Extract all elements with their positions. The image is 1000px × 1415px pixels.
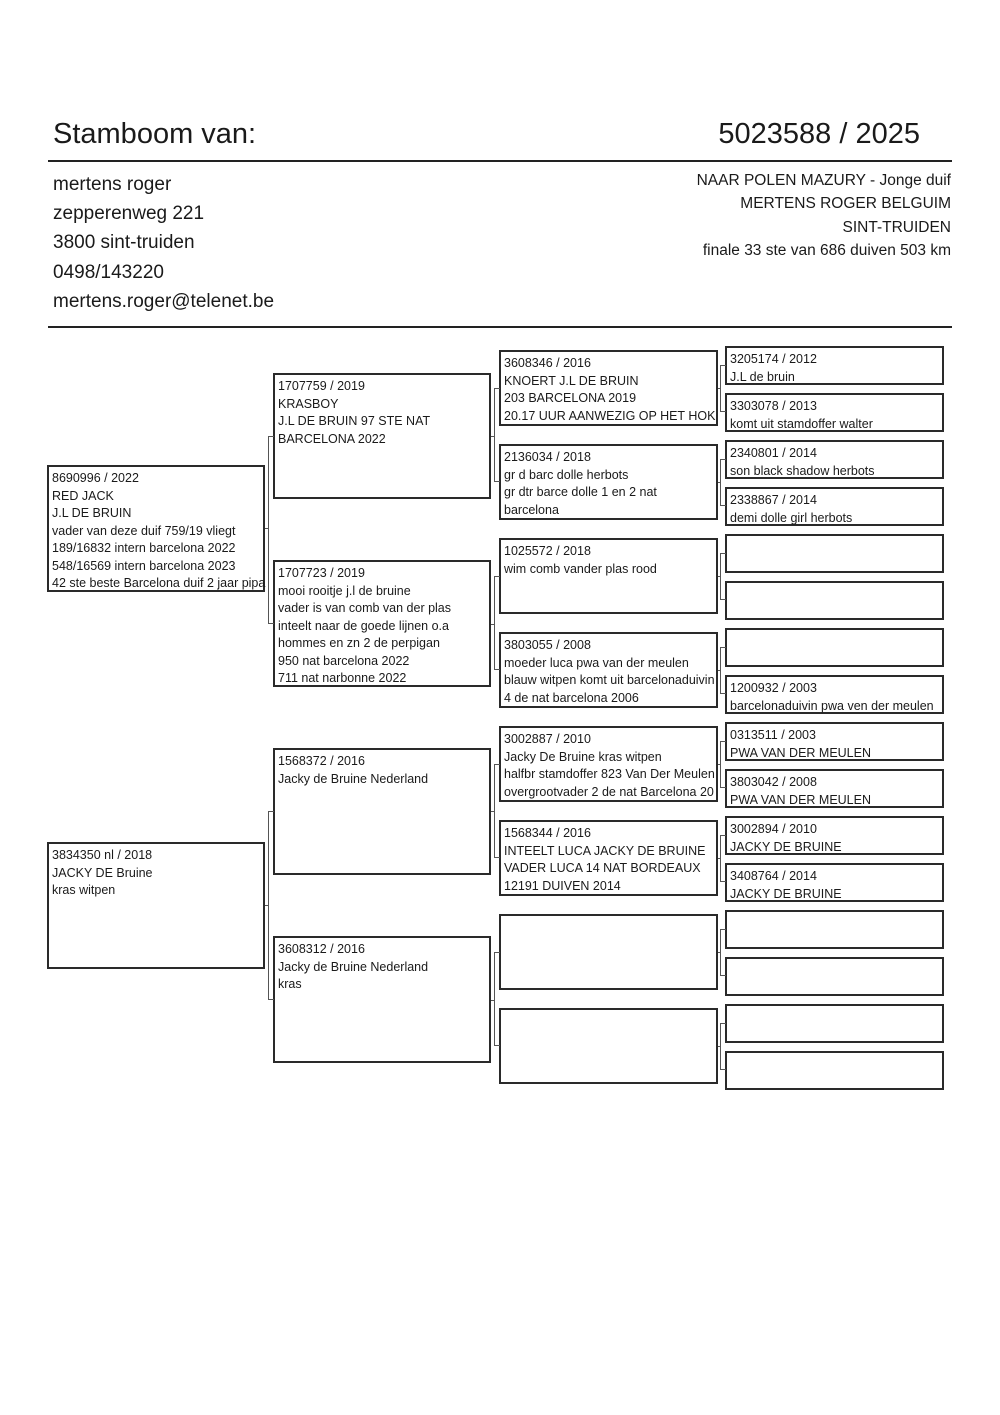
pedigree-line: 3002887 / 2010: [504, 732, 591, 746]
pedigree-line: son black shadow herbots: [730, 463, 875, 478]
pedigree-line: gr d barc dolle herbots: [504, 467, 629, 482]
gen4-box-3: [725, 440, 944, 479]
pedigree-line: Jacky de Bruine Nederland: [278, 959, 429, 974]
gen3-box-7: [499, 914, 718, 990]
gen2-box-4: [273, 936, 491, 1063]
pedigree-line: 0313511 / 2003: [730, 728, 816, 742]
tree-connector: [720, 929, 726, 976]
gen2-box-2: [273, 560, 491, 687]
pedigree-line: 2136034 / 2018: [504, 450, 591, 464]
pedigree-line: wim comb vander plas rood: [504, 561, 657, 576]
owner-name: mertens roger: [53, 174, 172, 195]
pedigree-line: kras: [278, 977, 302, 991]
tree-connector: [268, 436, 274, 624]
pedigree-line: 3205174 / 2012: [730, 352, 817, 366]
pedigree-line: 42 ste beste Barcelona duif 2 jaar pipa: [52, 576, 266, 590]
owner-email: mertens.roger@telenet.be: [53, 290, 275, 312]
pedigree-line: 548/16569 intern barcelona 2023: [52, 558, 236, 573]
pedigree-line: RED JACK: [52, 488, 114, 503]
tree-connector: [720, 365, 726, 412]
info-line-2: MERTENS ROGER BELGUIM: [740, 195, 951, 213]
gen3-box-4: [499, 632, 718, 708]
pedigree-line: halfbr stamdoffer 823 Van Der Meulen: [504, 767, 715, 781]
pedigree-line: 3803042 / 2008: [730, 775, 817, 789]
gen4-box-16: [725, 1051, 944, 1090]
gen3-box-1: [499, 350, 718, 426]
pedigree-line: 2338867 / 2014: [730, 493, 817, 507]
info-line-3: SINT-TRUIDEN: [842, 218, 951, 236]
pedigree-line: vader van deze duif 759/19 vliegt: [52, 523, 236, 538]
pedigree-line: 711 nat narbonne 2022: [278, 671, 407, 685]
info-line-4: finale 33 ste van 686 duiven 503 km: [702, 241, 951, 259]
sire-box: [47, 465, 265, 592]
owner-city: 3800 sint-truiden: [53, 232, 195, 254]
gen4-box-10: [725, 769, 944, 808]
pedigree-line: 189/16832 intern barcelona 2022: [52, 541, 236, 555]
pedigree-line: 950 nat barcelona 2022: [278, 653, 410, 668]
gen4-box-6: [725, 581, 944, 620]
gen3-box-5: [499, 726, 718, 802]
page-title: Stamboom van:: [53, 118, 257, 150]
gen3-box-6: [499, 820, 718, 896]
owner-address: [53, 170, 274, 316]
owner-street: zepperenweg 221: [53, 203, 205, 225]
pedigree-line: 3608312 / 2016: [278, 942, 365, 956]
dam-box: [47, 842, 265, 969]
pedigree-line: KNOERT J.L DE BRUIN: [504, 373, 639, 388]
tree-connector: [720, 741, 726, 788]
pedigree-line: 1707723 / 2019: [278, 566, 365, 580]
gen4-box-9: [725, 722, 944, 761]
gen4-box-7: [725, 628, 944, 667]
gen4-box-8: [725, 675, 944, 714]
pedigree-line: 3002894 / 2010: [730, 822, 817, 836]
pedigree-line: PWA VAN DER MEULEN: [730, 792, 871, 807]
pedigree-line: VADER LUCA 14 NAT BORDEAUX: [504, 861, 701, 875]
gen2-box-3: [273, 748, 491, 875]
pedigree-line: komt uit stamdoffer walter: [730, 416, 873, 431]
tree-connector: [268, 811, 274, 1000]
pedigree-line: 1707759 / 2019: [278, 379, 365, 393]
pedigree-line: JACKY DE BRUINE: [730, 839, 842, 854]
pedigree-line: moeder luca pwa van der meulen: [504, 655, 689, 670]
tree-connector: [494, 764, 500, 858]
pedigree-line: INTEELT LUCA JACKY DE BRUINE: [504, 843, 706, 858]
pedigree-line: JACKY DE BRUINE: [730, 886, 842, 901]
tree-connector: [720, 835, 726, 882]
pedigree-line: 2340801 / 2014: [730, 446, 817, 460]
pedigree-line: 1568372 / 2016: [278, 754, 365, 768]
gen4-box-13: [725, 910, 944, 949]
tree-connector: [720, 553, 726, 600]
info-line-1: NAAR POLEN MAZURY - Jonge duif: [696, 172, 951, 189]
gen4-box-11: [725, 816, 944, 855]
pedigree-line: 4 de nat barcelona 2006: [504, 690, 639, 705]
info-divider: [48, 326, 952, 328]
pedigree-line: PWA VAN DER MEULEN: [730, 745, 871, 760]
pedigree-line: BARCELONA 2022: [278, 431, 386, 446]
tree-connector: [494, 388, 500, 482]
gen4-box-15: [725, 1004, 944, 1043]
pedigree-line: 1568344 / 2016: [504, 826, 591, 840]
gen3-box-2: [499, 444, 718, 520]
gen3-box-8: [499, 1008, 718, 1084]
pedigree-line: 12191 DUIVEN 2014: [504, 878, 621, 893]
gen4-box-1: [725, 346, 944, 385]
pedigree-line: demi dolle girl herbots: [730, 510, 853, 525]
pedigree-line: 203 BARCELONA 2019: [504, 391, 637, 405]
gen4-box-4: [725, 487, 944, 526]
gen4-box-5: [725, 534, 944, 573]
pedigree-line: 3834350 nl / 2018: [52, 848, 153, 862]
pedigree-line: barcelonaduivin pwa ven der meulen: [730, 698, 934, 713]
pedigree-line: overgrootvader 2 de nat Barcelona 20: [504, 784, 714, 799]
pedigree-line: vader is van comb van der plas: [278, 601, 452, 615]
pedigree-line: 1025572 / 2018: [504, 544, 591, 558]
pedigree-line: hommes en zn 2 de perpigan: [278, 636, 440, 650]
gen2-box-1: [273, 373, 491, 499]
pedigree-line: 3608346 / 2016: [504, 356, 591, 370]
pedigree-line: mooi rooitje j.l de bruine: [278, 583, 411, 598]
pedigree-line: 8690996 / 2022: [52, 471, 139, 485]
pedigree-line: 3408764 / 2014: [730, 869, 817, 883]
owner-phone: 0498/143220: [53, 261, 164, 283]
ring-number: 5023588 / 2025: [718, 118, 920, 150]
gen3-box-3: [499, 538, 718, 614]
pedigree-line: J.L DE BRUIN 97 STE NAT: [278, 414, 431, 428]
pedigree-line: JACKY DE Bruine: [52, 865, 153, 880]
pedigree-line: gr dtr barce dolle 1 en 2 nat: [504, 485, 657, 499]
tree-connector: [720, 1023, 726, 1070]
pedigree-line: J.L de bruin: [730, 369, 795, 384]
pedigree-line: kras witpen: [52, 883, 116, 897]
tree-connector: [720, 647, 726, 694]
pedigree-line: barcelona: [504, 502, 559, 517]
pedigree-line: J.L DE BRUIN: [52, 506, 132, 520]
tree-connector: [494, 576, 500, 670]
pedigree-line: 3303078 / 2013: [730, 399, 817, 413]
pedigree-line: 3803055 / 2008: [504, 638, 591, 652]
pedigree-line: inteelt naar de goede lijnen o.a: [278, 618, 449, 633]
pedigree-line: 1200932 / 2003: [730, 681, 817, 695]
pedigree-line: Jacky De Bruine kras witpen: [504, 749, 662, 764]
pedigree-line: 20.17 UUR AANWEZIG OP HET HOK: [504, 408, 716, 423]
gen4-box-12: [725, 863, 944, 902]
pedigree-line: KRASBOY: [278, 396, 339, 411]
gen4-box-2: [725, 393, 944, 432]
header-divider: [48, 160, 952, 162]
tree-connector: [494, 952, 500, 1046]
tree-connector: [720, 459, 726, 506]
pedigree-line: blauw witpen komt uit barcelonaduivin: [504, 673, 715, 687]
pedigree-line: Jacky de Bruine Nederland: [278, 771, 429, 786]
gen4-box-14: [725, 957, 944, 996]
pigeon-info: [697, 169, 951, 262]
